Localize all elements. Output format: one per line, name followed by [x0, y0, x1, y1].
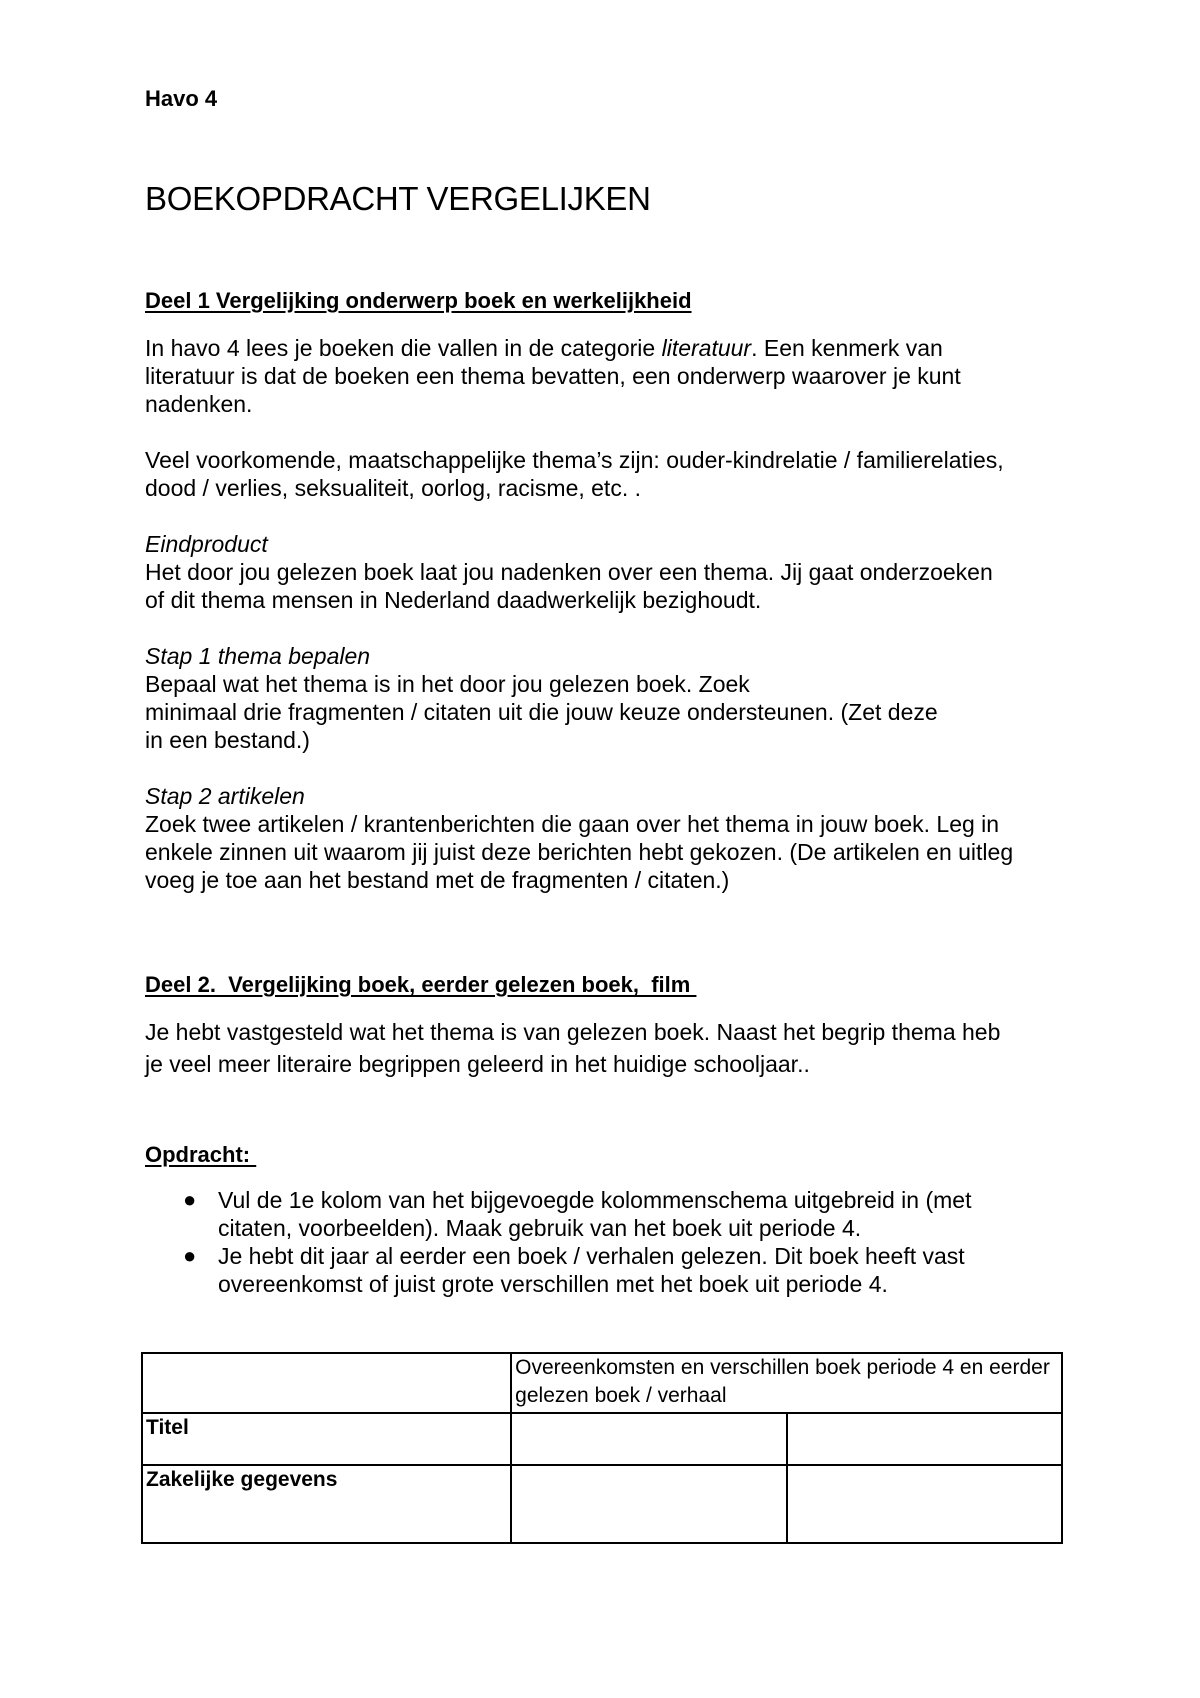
table-cell-empty: [142, 1353, 511, 1413]
part2-heading: Deel 2. Vergelijking boek, eerder gelezen boek, film: [145, 972, 697, 997]
term-literatuur: literatuur: [661, 335, 752, 361]
intro-line-1: In havo 4 lees je boeken die vallen in de categorie literatuur. Een kenmerk van: [145, 335, 943, 361]
themes-line-1: Veel voorkomende, maatschappelijke thema’s zijn: ouder-kindrelatie / familierelaties,: [145, 447, 1004, 473]
eindproduct-label: Eindproduct: [145, 531, 268, 557]
part1-intro: [145, 334, 961, 418]
intro-line-3: nadenken.: [145, 391, 253, 417]
eindproduct-line-1: Het door jou gelezen boek laat jou nadenken over een thema. Jij gaat onderzoeken: [145, 559, 993, 585]
stap2-line-2: enkele zinnen uit waarom jij juist deze berichten hebt gekozen. (De artikelen en uitleg: [145, 839, 1014, 865]
stap2-section: [145, 782, 1013, 894]
bullet-icon: ●: [183, 1187, 197, 1212]
table-header-cell: Overeenkomsten en verschillen boek periode 4 en eerder gelezen boek / verhaal: [511, 1353, 1062, 1413]
part1-heading: Deel 1 Vergelijking onderwerp boek en werkelijkheid: [145, 288, 692, 313]
table-row: [142, 1465, 1062, 1543]
stap2-line-1: Zoek twee artikelen / krantenberichten die gaan over het thema in jouw boek. Leg in: [145, 811, 1000, 837]
table-cell: [787, 1413, 1062, 1465]
intro-line-2: literatuur is dat de boeken een thema bevatten, een onderwerp waarover je kunt: [145, 363, 961, 389]
stap1-line-2: minimaal drie fragmenten / citaten uit die jouw keuze ondersteunen. (Zet deze: [145, 699, 938, 725]
table-cell: [511, 1413, 786, 1465]
opdracht-list: [145, 1186, 971, 1298]
part2-line-2: je veel meer literaire begrippen geleerd in het huidige schooljaar..: [145, 1051, 810, 1077]
eindproduct-line-2: of dit thema mensen in Nederland daadwerkelijk bezighoudt.: [145, 587, 762, 613]
row-label-zakelijke-gegevens: Zakelijke gegevens: [142, 1465, 511, 1543]
part2-line-1: Je hebt vastgesteld wat het thema is van gelezen boek. Naast het begrip thema heb: [145, 1019, 1001, 1045]
themes-line-2: dood / verlies, seksualiteit, oorlog, racisme, etc. .: [145, 475, 641, 501]
stap1-line-3: in een bestand.): [145, 727, 310, 753]
stap1-line-1: Bepaal wat het thema is in het door jou gelezen boek. Zoek: [145, 671, 750, 697]
themes-paragraph: [145, 446, 1004, 502]
table-cell: [511, 1465, 786, 1543]
stap2-line-3: voeg je toe aan het bestand met de fragmenten / citaten.): [145, 867, 730, 893]
bullet-icon: ●: [183, 1243, 197, 1268]
table-header-row: [142, 1353, 1062, 1413]
document-title: BOEKOPDRACHT VERGELIJKEN: [145, 180, 651, 217]
list-item: ● Vul de 1e kolom van het bijgevoegde kolommenschema uitgebreid in (met citaten, voorbeelden). Maak gebruik van het boek uit periode 4.: [183, 1187, 972, 1241]
opdracht-heading: Opdracht:: [145, 1142, 257, 1167]
list-item: ● Je hebt dit jaar al eerder een boek / verhalen gelezen. Dit boek heeft vast overeenkomst of juist grote verschillen met het boek uit periode 4.: [183, 1243, 965, 1297]
part2-paragraph: [145, 1016, 1000, 1080]
stap1-section: [145, 642, 938, 754]
level-label: Havo 4: [145, 86, 218, 111]
comparison-table: [141, 1352, 1063, 1544]
stap2-label: Stap 2 artikelen: [145, 783, 305, 809]
row-label-titel: Titel: [142, 1413, 511, 1465]
table-cell: [787, 1465, 1062, 1543]
eindproduct-section: [145, 530, 993, 614]
table-row: [142, 1413, 1062, 1465]
stap1-label: Stap 1 thema bepalen: [145, 643, 371, 669]
